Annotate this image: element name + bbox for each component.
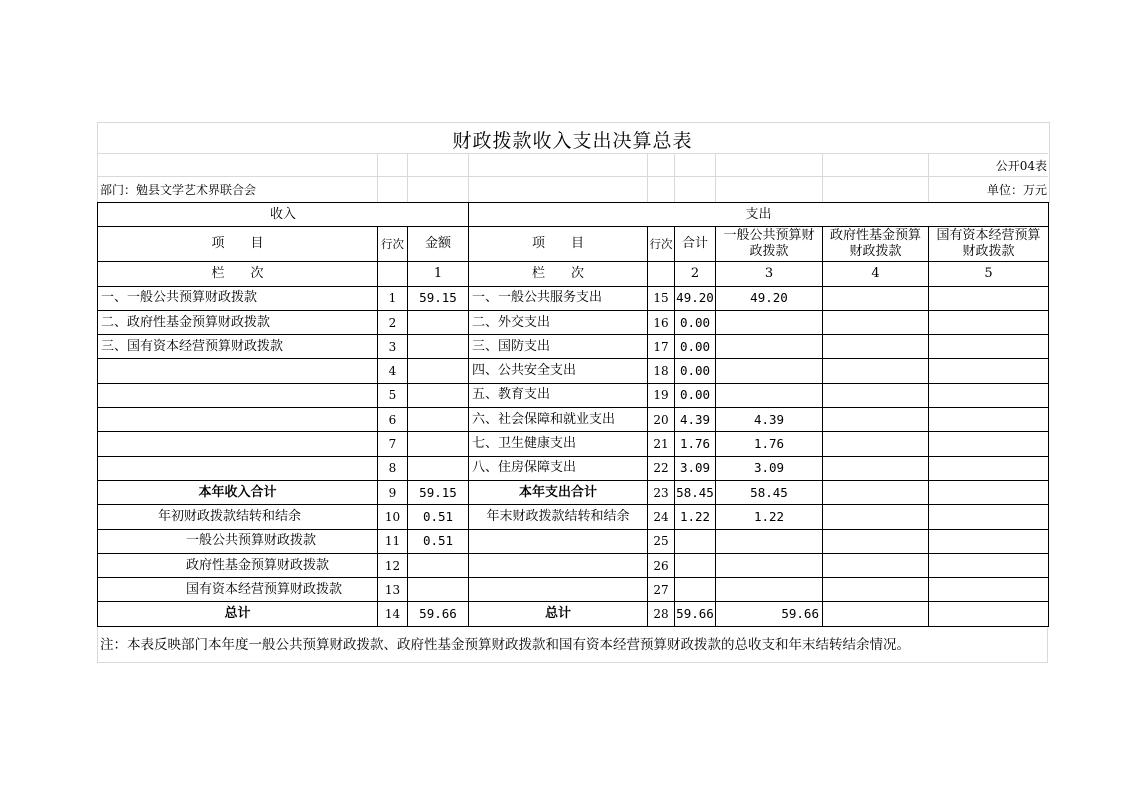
gov-fund-cell: [823, 310, 929, 334]
general-budget-cell: [716, 335, 823, 359]
state-capital-cell: [929, 505, 1049, 529]
expense-total-cell: 3.09: [675, 456, 716, 480]
income-item: [98, 383, 378, 407]
income-amount: [408, 432, 469, 456]
expense-total-cell: 49.20: [675, 286, 716, 310]
state-capital-cell: [929, 310, 1049, 334]
grand-total-expense-amount: 59.66: [675, 602, 716, 626]
expense-item: [469, 529, 648, 553]
income-amount: [408, 310, 469, 334]
expense-total-cell: 0.00: [675, 335, 716, 359]
expense-item: [469, 578, 648, 602]
form-code: 公开04表: [995, 159, 1047, 173]
state-capital-cell: [929, 383, 1049, 407]
expense-total-cell: [675, 529, 716, 553]
row-no: 16: [648, 310, 675, 334]
income-amount: 0.51: [408, 529, 469, 553]
income-item: 一般公共预算财政拨款: [98, 529, 378, 553]
income-total-label: 本年收入合计: [98, 480, 378, 504]
table-row: [98, 383, 1049, 407]
gov-fund-cell: [823, 578, 929, 602]
table-row: [98, 359, 1049, 383]
row-no: 19: [648, 383, 675, 407]
grand-total-expense-label: 总计: [469, 602, 648, 626]
gov-fund-cell: [823, 335, 929, 359]
expense-item: 六、社会保障和就业支出: [469, 408, 648, 432]
col-number-3: 3: [716, 262, 823, 286]
income-item: 三、国有资本经营预算财政拨款: [98, 335, 378, 359]
gridline: [822, 153, 823, 202]
state-capital-cell: [929, 432, 1049, 456]
table-row: [98, 432, 1049, 456]
row-no: 9: [378, 480, 408, 504]
total-header: 合计: [675, 227, 716, 262]
state-capital-cell: [929, 578, 1049, 602]
expense-total-cell: 0.00: [675, 383, 716, 407]
gov-fund-cell: [823, 553, 929, 577]
expense-item-header: 项 目: [469, 227, 648, 262]
income-item: 一、一般公共预算财政拨款: [98, 286, 378, 310]
row-no: 11: [378, 529, 408, 553]
grand-total-income-label: 总计: [98, 602, 378, 626]
expense-total-amount: 58.45: [675, 480, 716, 504]
general-budget-cell: 49.20: [716, 286, 823, 310]
expense-total-cell: [675, 578, 716, 602]
state-capital-cell: [929, 286, 1049, 310]
column-label: 栏 次: [98, 262, 378, 286]
col-number-4: 4: [823, 262, 929, 286]
expense-item: 七、卫生健康支出: [469, 432, 648, 456]
row-no: 4: [378, 359, 408, 383]
department-label: 部门：勉县文学艺术界联合会: [100, 183, 257, 197]
row-no: 10: [378, 505, 408, 529]
expense-total-cell: 1.76: [675, 432, 716, 456]
income-amount: [408, 553, 469, 577]
row-no: 18: [648, 359, 675, 383]
general-budget-cell: [716, 310, 823, 334]
income-amount: [408, 578, 469, 602]
expense-total-cell: 1.22: [675, 505, 716, 529]
expense-header: 支出: [469, 203, 1049, 227]
gridline: [97, 153, 1048, 154]
income-item: 年初财政拨款结转和结余: [98, 505, 378, 529]
gov-fund-cell: [823, 505, 929, 529]
table-row: [98, 505, 1049, 529]
income-amount: 0.51: [408, 505, 469, 529]
table-row: [98, 286, 1049, 310]
row-no: 5: [378, 383, 408, 407]
row-no: 21: [648, 432, 675, 456]
income-amount: [408, 359, 469, 383]
row-no: 22: [648, 456, 675, 480]
row-no: 1: [378, 286, 408, 310]
row-no: 20: [648, 408, 675, 432]
state-capital-cell: [929, 456, 1049, 480]
income-item: 政府性基金预算财政拨款: [98, 553, 378, 577]
expense-rowno-header: 行次: [648, 227, 675, 262]
income-amount: [408, 456, 469, 480]
income-amount: 59.15: [408, 286, 469, 310]
gov-fund-cell: [823, 383, 929, 407]
gridline: [647, 153, 648, 202]
general-budget-cell: [716, 383, 823, 407]
gov-fund-cell: [823, 432, 929, 456]
row-no: 28: [648, 602, 675, 626]
expense-item: 二、外交支出: [469, 310, 648, 334]
amount-header: 金额: [408, 227, 469, 262]
row-no: 2: [378, 310, 408, 334]
row-no: 17: [648, 335, 675, 359]
income-amount: [408, 335, 469, 359]
state-capital-cell: [929, 553, 1049, 577]
expense-item: 五、教育支出: [469, 383, 648, 407]
row-no: 24: [648, 505, 675, 529]
general-budget-cell: 1.76: [716, 432, 823, 456]
expense-total-cell: 0.00: [675, 310, 716, 334]
col-number-2: 2: [675, 262, 716, 286]
income-total-amount: 59.15: [408, 480, 469, 504]
income-item: 二、政府性基金预算财政拨款: [98, 310, 378, 334]
gridline: [377, 153, 378, 202]
row-no: 23: [648, 480, 675, 504]
row-no: 27: [648, 578, 675, 602]
table-row: [98, 456, 1049, 480]
income-item: [98, 456, 378, 480]
row-no: 13: [378, 578, 408, 602]
general-budget-cell: 4.39: [716, 408, 823, 432]
table-row: [98, 529, 1049, 553]
general-budget-cell: 1.22: [716, 505, 823, 529]
income-amount: [408, 383, 469, 407]
income-item: [98, 359, 378, 383]
row-no: 7: [378, 432, 408, 456]
expense-total-cell: [675, 553, 716, 577]
report-title: 财政拨款收入支出决算总表: [452, 130, 693, 152]
row-no: 14: [378, 602, 408, 626]
row-no: 8: [378, 456, 408, 480]
expense-total-general: 58.45: [716, 480, 823, 504]
state-capital-header: 国有资本经营预算财政拨款: [929, 227, 1049, 262]
table-row: [98, 310, 1049, 334]
row-no: 15: [648, 286, 675, 310]
column-label: 栏 次: [469, 262, 648, 286]
gridline: [468, 153, 469, 202]
gov-fund-header: 政府性基金预算财政拨款: [823, 227, 929, 262]
income-header: 收入: [98, 203, 469, 227]
expense-total-cell: 4.39: [675, 408, 716, 432]
income-item: [98, 408, 378, 432]
general-budget-cell: [716, 529, 823, 553]
gridline: [674, 153, 675, 202]
gov-fund-cell: [823, 359, 929, 383]
gridline: [97, 176, 1048, 177]
row-no: 12: [378, 553, 408, 577]
income-item: 国有资本经营预算财政拨款: [98, 578, 378, 602]
fiscal-appropriation-table: [97, 202, 1049, 627]
grand-total-general: 59.66: [716, 602, 823, 626]
row-no: 6: [378, 408, 408, 432]
table-row: [98, 335, 1049, 359]
gridline: [407, 153, 408, 202]
general-budget-header: 一般公共预算财政拨款: [716, 227, 823, 262]
gov-fund-cell: [823, 529, 929, 553]
income-item: [98, 432, 378, 456]
table-note: 注：本表反映部门本年度一般公共预算财政拨款、政府性基金预算财政拨款和国有资本经营预算财政拨款的总收支和年末结转结余情况。: [97, 628, 1048, 663]
col-number-5: 5: [929, 262, 1049, 286]
row-no: 26: [648, 553, 675, 577]
gov-fund-cell: [823, 456, 929, 480]
expense-total-cell: 0.00: [675, 359, 716, 383]
col-number-1: 1: [408, 262, 469, 286]
gridline: [715, 153, 716, 202]
row-no: 25: [648, 529, 675, 553]
gov-fund-cell: [823, 286, 929, 310]
state-capital-cell: [929, 529, 1049, 553]
general-budget-cell: [716, 578, 823, 602]
gridline: [928, 153, 929, 202]
gov-fund-cell: [823, 408, 929, 432]
income-amount: [408, 408, 469, 432]
expense-item: 三、国防支出: [469, 335, 648, 359]
expense-item: 一、一般公共服务支出: [469, 286, 648, 310]
expense-item: 年末财政拨款结转和结余: [469, 505, 648, 529]
state-capital-cell: [929, 359, 1049, 383]
table-row: [98, 578, 1049, 602]
table-row: [98, 553, 1049, 577]
general-budget-cell: 3.09: [716, 456, 823, 480]
expense-item: 八、住房保障支出: [469, 456, 648, 480]
state-capital-cell: [929, 335, 1049, 359]
expense-item: 四、公共安全支出: [469, 359, 648, 383]
general-budget-cell: [716, 359, 823, 383]
general-budget-cell: [716, 553, 823, 577]
expense-total-label: 本年支出合计: [469, 480, 648, 504]
expense-item: [469, 553, 648, 577]
row-no: 3: [378, 335, 408, 359]
income-item-header: 项 目: [98, 227, 378, 262]
unit-label: 单位：万元: [986, 183, 1047, 197]
income-rowno-header: 行次: [378, 227, 408, 262]
grand-total-income-amount: 59.66: [408, 602, 469, 626]
table-row: [98, 408, 1049, 432]
state-capital-cell: [929, 408, 1049, 432]
